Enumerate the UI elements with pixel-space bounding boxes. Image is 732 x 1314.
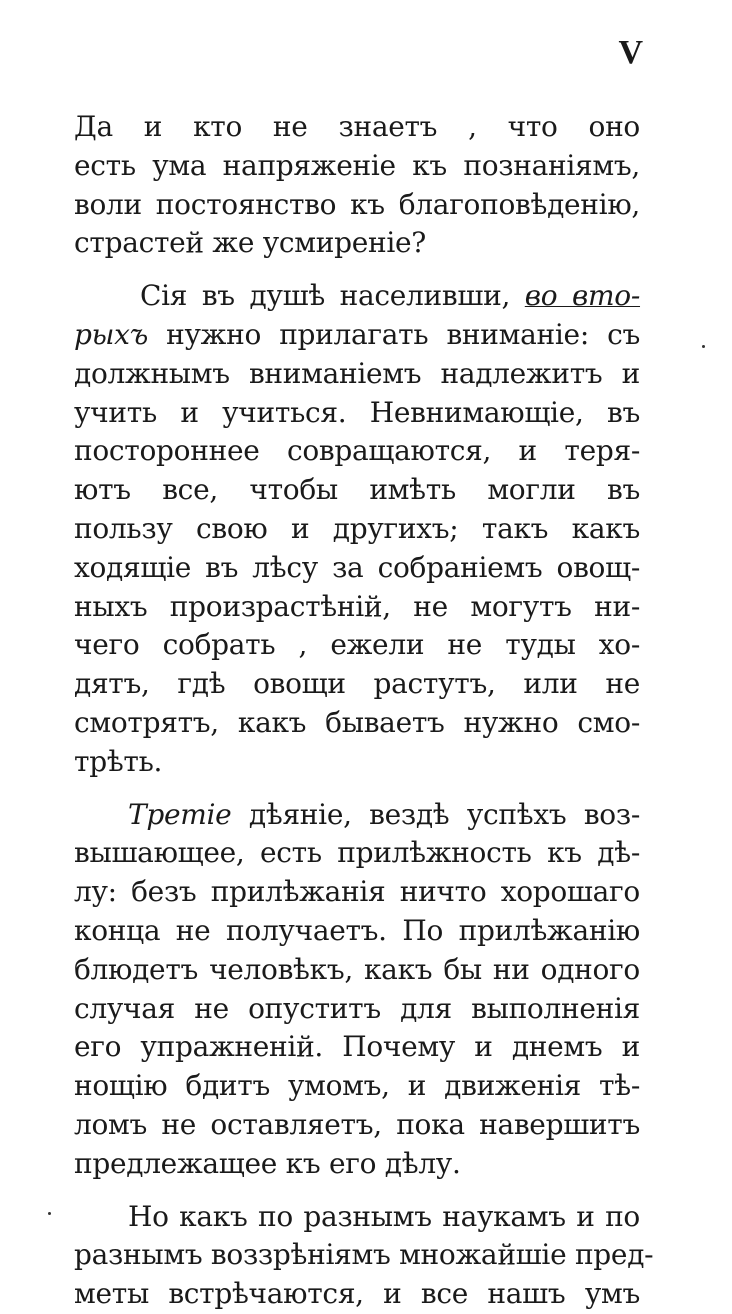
text-line: вышающее, есть прилѣжность къ дѣ- — [74, 836, 640, 870]
text-line: страстей же усмиреніе? — [74, 226, 427, 260]
paragraph-1 — [74, 108, 640, 263]
text-line: ныхъ произрастѣній, не могутъ ни- — [74, 589, 640, 623]
print-speck — [48, 1212, 51, 1215]
text-line: есть ума напряженіе къ познаніямъ, — [74, 148, 640, 182]
text-line: Да и кто не знаетъ , что оно — [74, 110, 640, 143]
text-run: Сія въ душѣ населивши, — [140, 279, 525, 313]
text-line: конца не получаетъ. По прилѣжанію — [74, 913, 640, 947]
body-text — [74, 108, 654, 1314]
emphasized-text: во вто- — [524, 279, 641, 313]
text-line: его упражненій. Почему и днемъ и — [74, 1030, 640, 1064]
text-line: дятъ, гдѣ овощи растутъ, или не — [74, 667, 640, 701]
text-line: лу: безъ прилѣжанія ничто хорошаго — [74, 875, 640, 909]
text-line: смотрятъ, какъ бываетъ нужно смо- — [74, 705, 640, 739]
text-run: нужно прилагать вниманіе: съ — [147, 317, 640, 351]
text-run: дѣяніе, вездѣ успѣхъ воз- — [231, 797, 640, 831]
text-line: чего собрать , ежели не туды хо- — [74, 628, 640, 662]
text-line — [74, 316, 640, 355]
text-line: нощію бдитъ умомъ, и движенія тѣ- — [74, 1069, 640, 1103]
text-line: блюдетъ человѣкъ, какъ бы ни одного — [74, 952, 640, 986]
emphasized-text: Третіе — [128, 797, 232, 831]
emphasized-text: рыхъ — [74, 317, 148, 351]
text-line: трѣть. — [74, 744, 163, 778]
text-line: постороннее совращаются, и теря- — [74, 434, 640, 468]
text-line: ютъ все, чтобы имѣть могли въ — [74, 473, 640, 507]
text-line: должнымъ вниманіемъ надлежитъ и — [74, 356, 640, 390]
paragraph-3 — [74, 796, 640, 1184]
text-line: ломъ не оставляетъ, пока навершитъ — [74, 1107, 640, 1141]
text-line: ходящіе въ лѣсу за собраніемъ овощ- — [74, 550, 640, 584]
text-line: предлежащее къ его дѣлу. — [74, 1146, 461, 1180]
paragraph-2 — [74, 277, 640, 781]
paragraph-4 — [74, 1198, 654, 1314]
page-number: V — [618, 34, 644, 71]
text-line: случая не опуститъ для выполненія — [74, 991, 640, 1025]
text-line: учить и учиться. Невнимающіе, въ — [74, 395, 640, 429]
text-line: Но какъ по разнымъ наукамъ и по — [128, 1199, 640, 1233]
print-speck — [702, 345, 705, 348]
text-line: воли постоянство къ благоповѣденію, — [74, 187, 640, 221]
text-line: пользу свою и другихъ; такъ какъ — [74, 511, 640, 545]
text-line — [74, 796, 640, 835]
text-line — [74, 277, 640, 316]
text-line: меты встрѣчаются, и все нашъ умъ — [74, 1277, 640, 1311]
text-line: разнымъ воззрѣніямъ множайшіе пред- — [74, 1238, 654, 1272]
